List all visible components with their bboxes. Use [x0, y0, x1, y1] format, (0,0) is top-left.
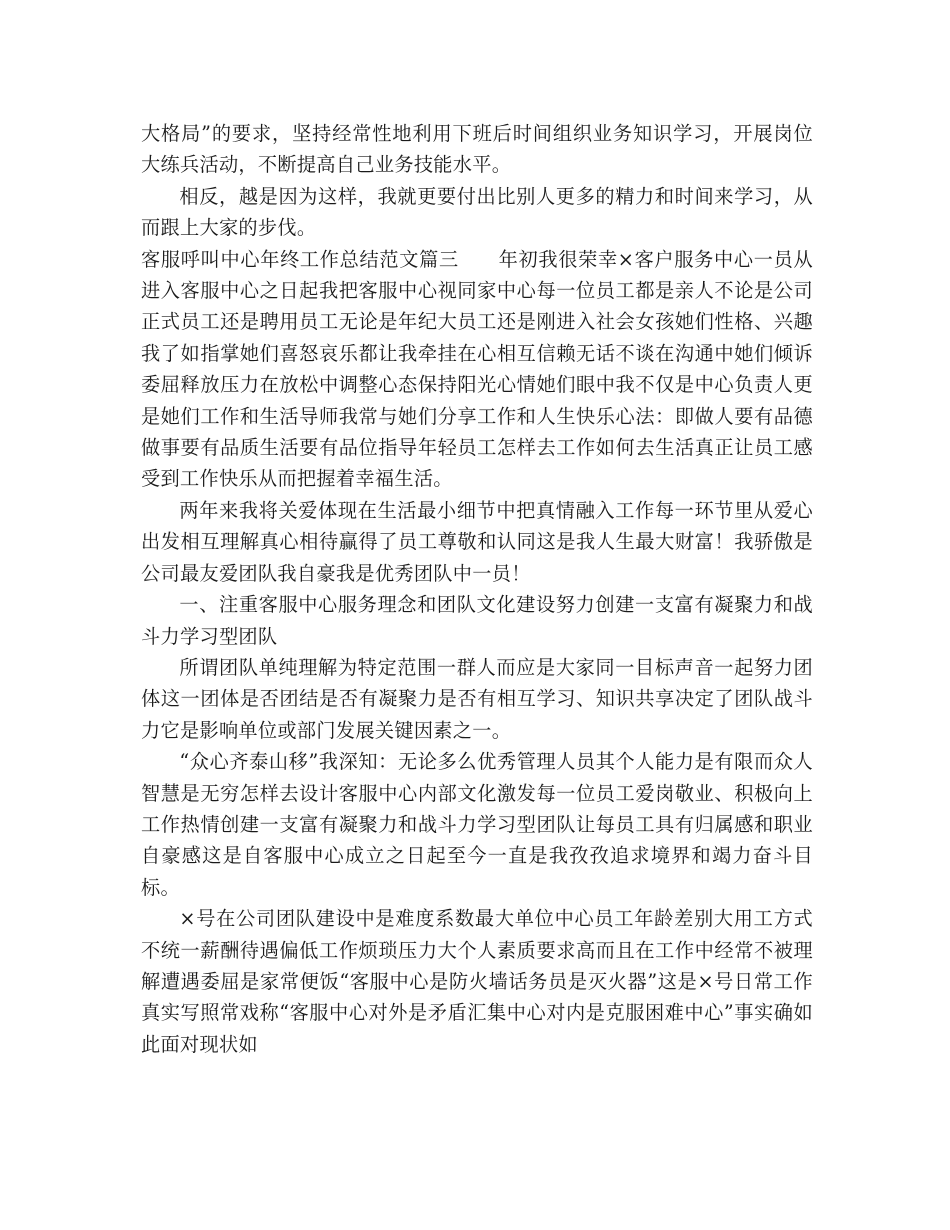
paragraph-2: 相反，越是因为这样，我就更要付出比别人更多的精力和时间来学习，从而跟上大家的步伐。: [141, 184, 813, 240]
section-heading-1: 一、注重客服中心服务理念和团队文化建设努力创建一支富有凝聚力和战斗力学习型团队: [141, 593, 813, 648]
document-body: [141, 118, 813, 1060]
paragraph-7: ×号在公司团队建设中是难度系数最大单位中心员工年龄差别大用工方式不统一薪酬待遇偏低工作烦琐压力大个人素质要求高而且在工作中经常不被理解遭遇委屈是家常便饭“客服中心是防火墙话务员是灭火器”这是×号日常工作真实写照常戏称“客服中心对外是矛盾汇集中心对内是克服困难中心”事实确如此面对现状如: [141, 907, 813, 1056]
paragraph-3: 客服呼叫中心年终工作总结范文篇三 年初我很荣幸×客户服务中心一员从进入客服中心之日起我把客服中心视同家中心每一位员工都是亲人不论是公司正式员工还是聘用员工无论是年纪大员工还是刚进入社会女孩她们性格、兴趣我了如指掌她们喜怒哀乐都让我牵挂在心相互信赖无话不谈在沟通中她们倾诉委屈释放压力在放松中调整心态保持阳光心情她们眼中我不仅是中心负责人更是她们工作和生活导师我常与她们分享工作和人生快乐心法：即做人要有品德做事要有品质生活要有品位指导年轻员工怎样去工作如何去生活真正让员工感受到工作快乐从而把握着幸福生活。: [141, 247, 813, 491]
paragraph-1: 大格局”的要求，坚持经常性地利用下班后时间组织业务知识学习，开展岗位大练兵活动，不断提高自己业务技能水平。: [141, 122, 813, 177]
paragraph-4: 两年来我将关爱体现在生活最小细节中把真情融入工作每一环节里从爱心出发相互理解真心相待赢得了员工尊敬和认同这是我人生最大财富！我骄傲是公司最友爱团队我自豪我是优秀团队中一员！: [141, 498, 813, 585]
paragraph-6: “众心齐泰山移”我深知：无论多么优秀管理人员其个人能力是有限而众人智慧是无穷怎样去设计客服中心内部文化激发每一位员工爱岗敬业、积极向上工作热情创建一支富有凝聚力和战斗力学习型团队让每员工具有归属感和职业自豪感这是自客服中心成立之日起至今一直是我孜孜追求境界和竭力奋斗目标。: [141, 750, 813, 899]
paragraph-5: 所谓团队单纯理解为特定范围一群人而应是大家同一目标声音一起努力团体这一团体是否团结是否有凝聚力是否有相互学习、知识共享决定了团队战斗力它是影响单位或部门发展关键因素之一。: [141, 655, 813, 742]
